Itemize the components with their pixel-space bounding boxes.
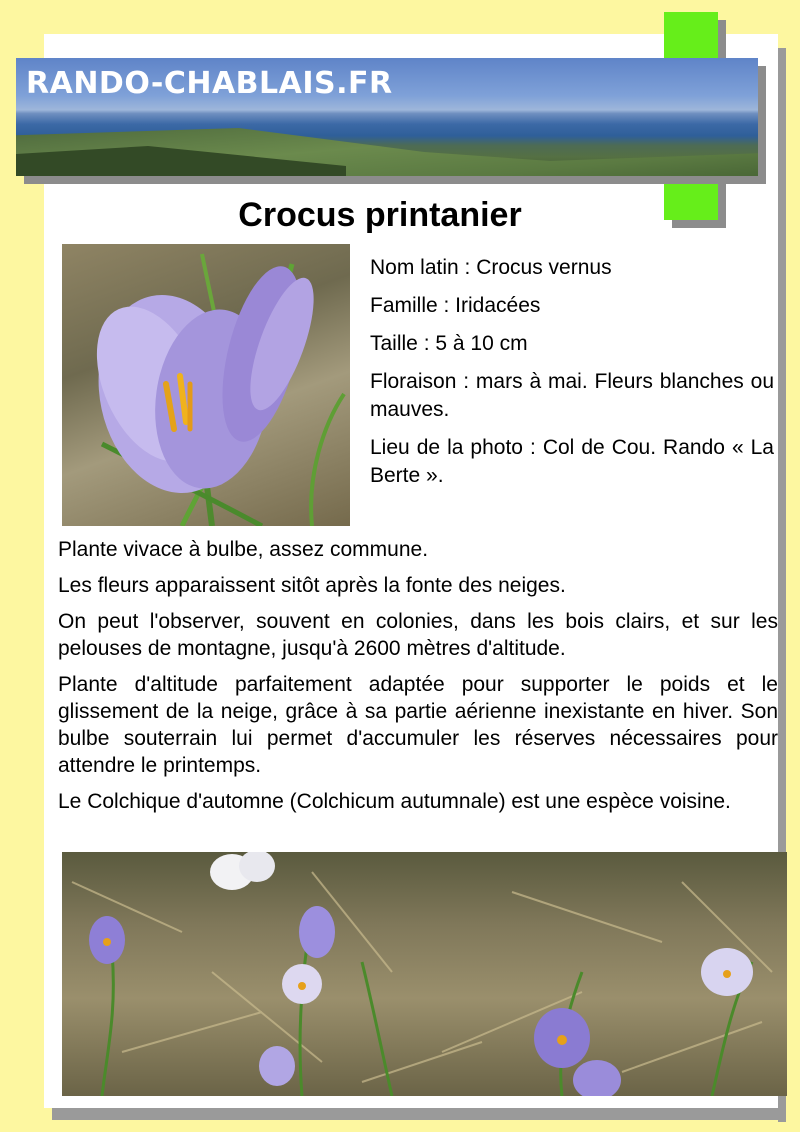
fact-latin-name: Nom latin : Crocus vernus (370, 256, 612, 279)
description-paragraph: Les fleurs apparaissent sitôt après la fonte des neiges. (58, 574, 566, 597)
site-title: RANDO-CHABLAIS.FR (26, 66, 393, 101)
colony-photo-drawing (62, 852, 787, 1096)
species-facts (370, 254, 774, 500)
species-description (58, 536, 778, 824)
header-banner (16, 58, 758, 176)
fact-flowering: Floraison : mars à mai. Fleurs blanches ou mauves. (370, 370, 774, 421)
page-title: Crocus printanier (238, 196, 522, 234)
page-shadow-bottom (52, 1108, 786, 1120)
fact-size: Taille : 5 à 10 cm (370, 332, 528, 355)
crocus-colony-photo (62, 852, 787, 1096)
description-paragraph: Le Colchique d'automne (Colchicum autumnale) est une espèce voisine. (58, 790, 731, 813)
description-paragraph: On peut l'observer, souvent en colonies, dans les bois clairs, et sur les pelouses de montagne, jusqu'à 2600 mètres d'altitude. (58, 610, 778, 660)
description-paragraph: Plante d'altitude parfaitement adaptée pour supporter le poids et le glissement de la neige, grâce à sa partie aérienne inexistante en hiver. Son bulbe souterrain lui permet d'accumuler les réserves nécessaires pour attendre le printemps. (58, 673, 778, 777)
fact-photo-location: Lieu de la photo : Col de Cou. Rando « La Berte ». (370, 436, 774, 487)
description-paragraph: Plante vivace à bulbe, assez commune. (58, 538, 429, 561)
crocus-photo-drawing (62, 244, 350, 526)
crocus-photo (62, 244, 350, 526)
fact-family: Famille : Iridacées (370, 294, 541, 317)
